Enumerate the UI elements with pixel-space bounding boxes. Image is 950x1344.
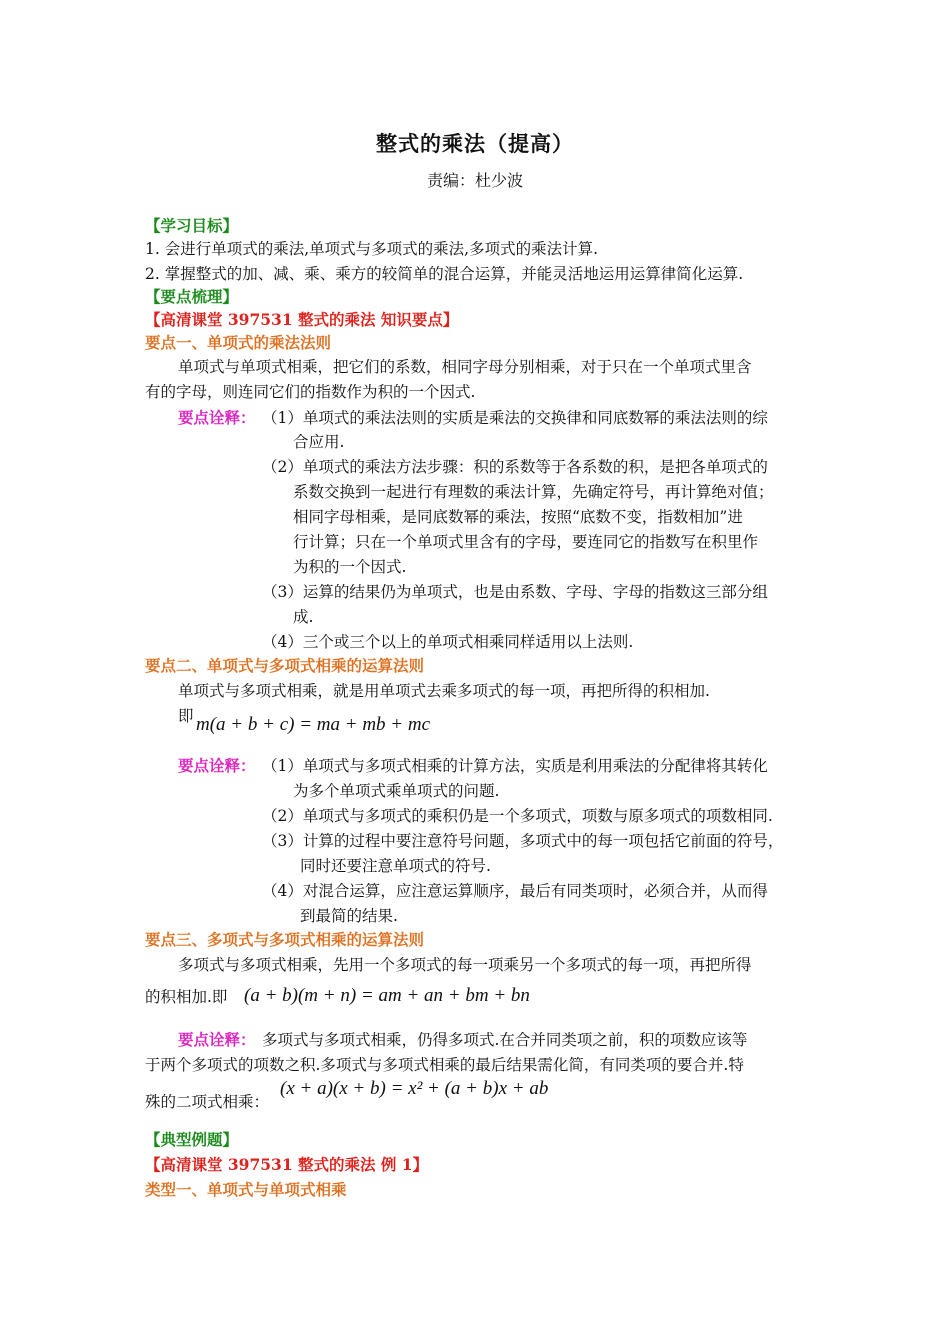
point2-heading: 要点二、单项式与多项式相乘的运算法则 [145, 656, 425, 675]
note-item: （2）单项式与多项式的乘积仍是一个多项式，项数与原多项式的项数相同. [262, 807, 773, 825]
point2-text: 单项式与多项式相乘，就是用单项式去乘多项式的每一项，再把所得的积相加. [178, 682, 710, 700]
note-item: （1）单项式与多项式相乘的计算方法，实质是利用乘法的分配律将其转化 [262, 757, 768, 775]
note-item: （3）运算的结果仍为单项式，也是由系数、字母、字母的指数这三部分组 [262, 583, 768, 601]
note-item: （1）单项式的乘法法则的实质是乘法的交换律和同底数幂的乘法法则的综 [262, 409, 768, 427]
note-item: 成. [293, 608, 314, 626]
note-item: 为积的一个因式. [293, 558, 407, 576]
section-goals-heading: 【学习目标】 [145, 216, 239, 235]
page-title: 整式的乘法（提高） [376, 131, 574, 156]
point1-text: 有的字母，则连同它们的指数作为积的一个因式. [145, 383, 476, 401]
editor-credit: 责编：杜少波 [426, 171, 523, 190]
note-item: （4）对混合运算，应注意运算顺序，最后有同类项时，必须合并，从而得 [262, 882, 768, 900]
note-item: 相同字母相乘，是同底数幂的乘法，按照“底数不变，指数相加”进 [293, 508, 743, 526]
video-link[interactable]: 【高清课堂 397531 整式的乘法 知识要点】 [145, 310, 459, 329]
note-item: 为多个单项式乘单项式的问题. [293, 782, 500, 800]
type1-heading: 类型一、单项式与单项式相乘 [145, 1180, 347, 1199]
section-points-heading: 【要点梳理】 [145, 287, 239, 306]
point1-text: 单项式与单项式相乘，把它们的系数，相同字母分别相乘，对于只在一个单项式里含 [178, 358, 752, 376]
point1-heading: 要点一、单项式的乘法法则 [145, 333, 332, 352]
point2-ji: 即 [178, 707, 194, 725]
note-item: 同时还要注意单项式的符号. [300, 857, 491, 875]
note-label: 要点诠释： [178, 408, 256, 427]
note-item: 到最简的结果. [300, 907, 398, 925]
point3-heading: 要点三、多项式与多项式相乘的运算法则 [145, 930, 425, 949]
video-link[interactable]: 【高清课堂 397531 整式的乘法 例 1】 [145, 1155, 429, 1174]
goal-item: 2. 掌握整式的加、减、乘、乘方的较简单的混合运算，并能灵活地运用运算律简化运算. [145, 265, 744, 283]
note-label: 要点诠释： [178, 1030, 256, 1049]
note-text: 殊的二项式相乘： [145, 1093, 270, 1111]
note-item: （4）三个或三个以上的单项式相乘同样适用以上法则. [262, 633, 634, 651]
note-item: 系数交换到一起进行有理数的乘法计算，先确定符号，再计算绝对值； [293, 483, 774, 501]
point3-text: 多项式与多项式相乘，先用一个多项式的每一项乘另一个多项式的每一项，再把所得 [178, 956, 752, 974]
note-item: （3）计算的过程中要注意符号问题，多项式中的每一项包括它前面的符号， [262, 832, 784, 850]
point3-text: 的积相加.即 [145, 988, 228, 1006]
formula-special-product: (x + a)(x + b) = x² + (a + b)x + ab [280, 1078, 549, 1099]
note-item: 行计算；只在一个单项式里含有的字母，要连同它的指数写在积里作 [293, 533, 759, 551]
note-text: 多项式与多项式相乘，仍得多项式.在合并同类项之前，积的项数应该等 [262, 1031, 748, 1049]
formula-distributive: m(a + b + c) = ma + mb + mc [196, 714, 431, 735]
formula-binomial: (a + b)(m + n) = am + an + bm + bn [244, 985, 530, 1006]
goal-item: 1. 会进行单项式的乘法,单项式与多项式的乘法,多项式的乘法计算. [145, 240, 598, 258]
note-label: 要点诠释： [178, 756, 256, 775]
note-item: （2）单项式的乘法方法步骤：积的系数等于各系数的积，是把各单项式的 [262, 458, 768, 476]
note-item: 合应用. [293, 433, 345, 451]
section-examples-heading: 【典型例题】 [145, 1130, 239, 1149]
note-text: 于两个多项式的项数之积.多项式与多项式相乘的最后结果需化简，有同类项的要合并.特 [145, 1056, 744, 1074]
